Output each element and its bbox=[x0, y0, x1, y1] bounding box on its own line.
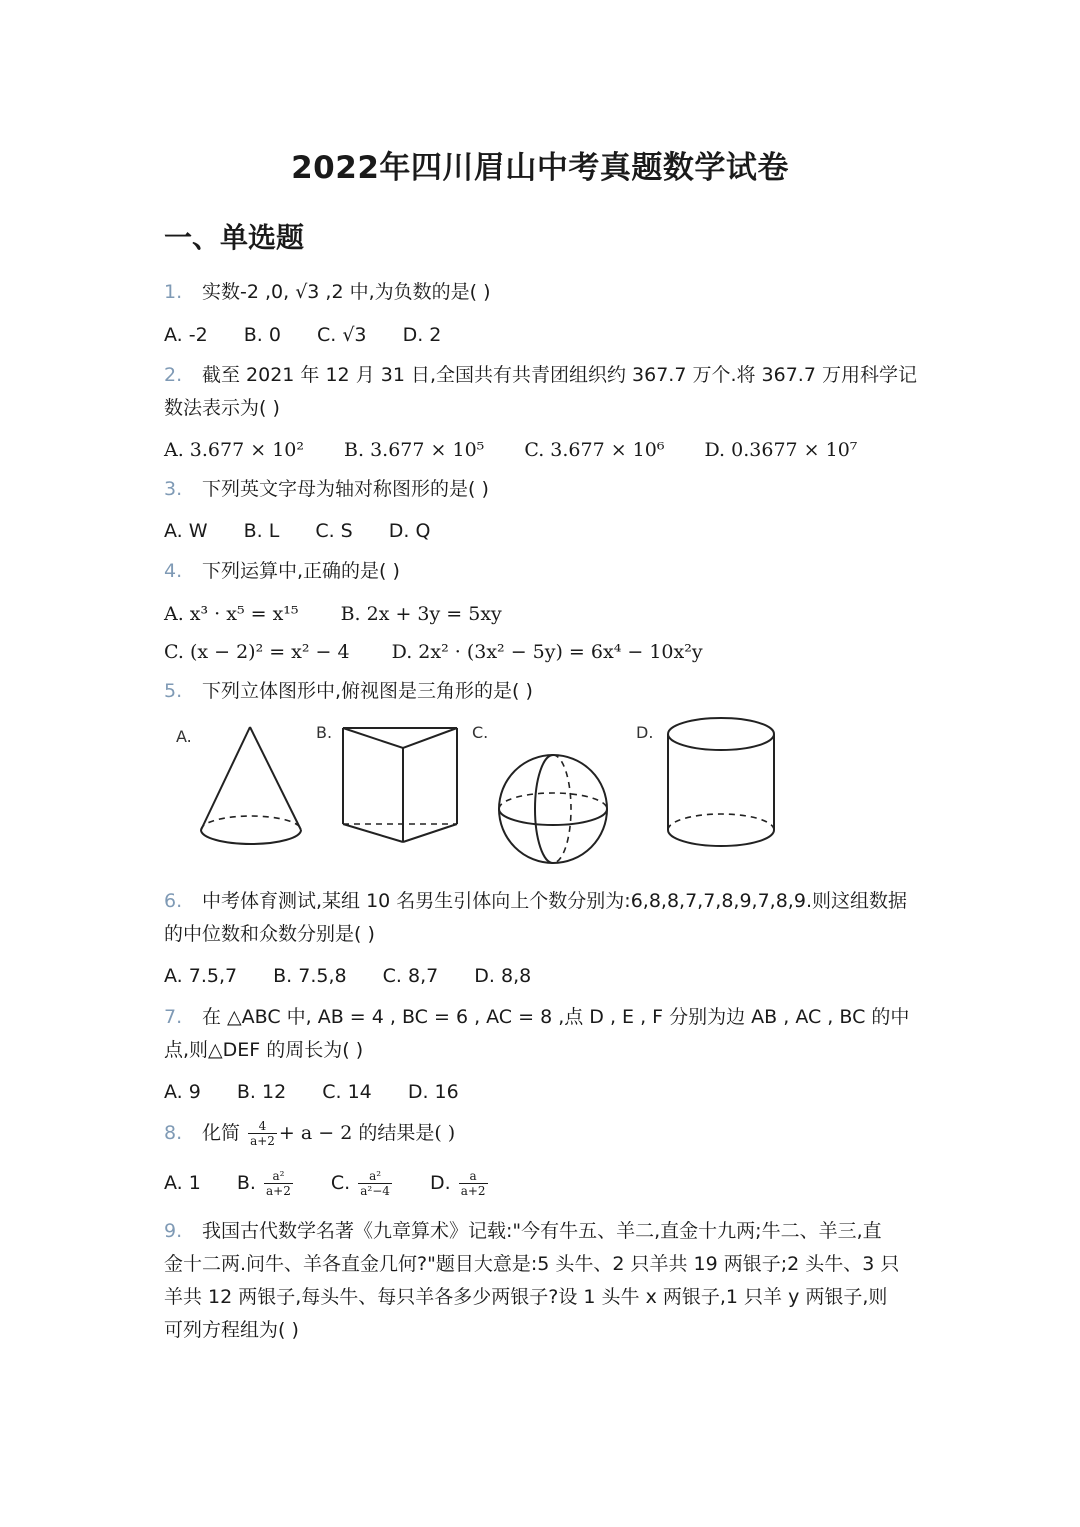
fraction-numerator: a² bbox=[264, 1169, 293, 1184]
option-c[interactable]: C. √3 bbox=[316, 324, 367, 346]
question-text-line2: 点,则△DEF 的周长为( ) bbox=[164, 1039, 364, 1061]
question-text-prefix: 化简 bbox=[202, 1122, 241, 1144]
question-2 bbox=[164, 359, 924, 425]
question-text-line1: 中考体育测试,某组 10 名男生引体向上个数分别为:6,8,8,7,7,8,9,7,8,9.则这组数据 bbox=[202, 890, 907, 912]
options-6 bbox=[164, 961, 561, 991]
fraction-denominator: a+2 bbox=[460, 1184, 486, 1198]
sphere-figure bbox=[494, 750, 612, 868]
options-4-row2 bbox=[164, 637, 733, 667]
option-a[interactable]: A. 7.5,7 bbox=[164, 965, 238, 987]
option-d[interactable]: D. 8,8 bbox=[474, 965, 532, 987]
option-d[interactable]: D. 0.3677 × 10⁷ bbox=[704, 439, 858, 461]
question-number: 2. bbox=[164, 364, 183, 386]
question-number: 7. bbox=[164, 1006, 183, 1028]
triangular-prism-figure bbox=[335, 720, 465, 845]
option-b-label: B. bbox=[236, 1172, 256, 1194]
option-c[interactable] bbox=[331, 1168, 394, 1198]
question-5 bbox=[164, 675, 924, 708]
option-b[interactable]: B. L bbox=[243, 520, 280, 542]
option-c[interactable]: C. 14 bbox=[322, 1081, 372, 1103]
option-b[interactable] bbox=[237, 1168, 295, 1198]
question-fraction bbox=[248, 1119, 277, 1148]
question-number: 8. bbox=[164, 1122, 183, 1144]
question-7 bbox=[164, 1001, 924, 1067]
page-title: 2022年四川眉山中考真题数学试卷 bbox=[291, 150, 789, 186]
fraction-numerator: 4 bbox=[248, 1119, 277, 1134]
fraction-denominator: a+2 bbox=[266, 1184, 291, 1198]
question-8 bbox=[164, 1117, 924, 1150]
options-4-row1 bbox=[164, 599, 532, 629]
fraction-numerator: a² bbox=[358, 1169, 392, 1184]
option-d[interactable]: D. Q bbox=[388, 520, 431, 542]
option-a[interactable]: A. W bbox=[164, 520, 208, 542]
question-number: 6. bbox=[164, 890, 183, 912]
option-a[interactable]: A. 1 bbox=[164, 1172, 201, 1194]
option-c[interactable]: C. 8,7 bbox=[382, 965, 439, 987]
option-d[interactable] bbox=[430, 1168, 490, 1198]
figure-label-c[interactable]: C. bbox=[472, 723, 489, 742]
figure-label-a[interactable]: A. bbox=[176, 727, 192, 746]
fraction-numerator: a bbox=[459, 1169, 488, 1184]
option-b[interactable]: B. 7.5,8 bbox=[273, 965, 347, 987]
figure-label-b[interactable]: B. bbox=[316, 723, 333, 742]
option-c[interactable]: C. 3.677 × 10⁶ bbox=[524, 439, 665, 461]
cone-figure bbox=[195, 722, 310, 852]
question-number: 1. bbox=[164, 281, 183, 303]
question-9 bbox=[164, 1215, 924, 1347]
option-d[interactable]: D. 2 bbox=[402, 324, 442, 346]
question-number: 9. bbox=[164, 1220, 183, 1242]
question-number: 4. bbox=[164, 560, 183, 582]
options-8 bbox=[164, 1168, 520, 1198]
question-text: 实数-2 ,0, √3 ,2 中,为负数的是( ) bbox=[202, 281, 491, 303]
option-d[interactable]: D. 16 bbox=[407, 1081, 459, 1103]
question-text: 下列立体图形中,俯视图是三角形的是( ) bbox=[202, 680, 533, 702]
question-text: 下列英文字母为轴对称图形的是( ) bbox=[202, 478, 489, 500]
section-heading: 一、单选题 bbox=[164, 221, 305, 254]
option-d-label: D. bbox=[429, 1172, 451, 1194]
option-b[interactable]: B. 12 bbox=[236, 1081, 287, 1103]
question-3 bbox=[164, 473, 924, 506]
question-1 bbox=[164, 276, 924, 309]
option-b-fraction bbox=[264, 1169, 293, 1198]
options-3 bbox=[164, 516, 460, 546]
option-b[interactable]: B. 0 bbox=[243, 324, 281, 346]
options-1 bbox=[164, 320, 471, 350]
option-c-fraction bbox=[358, 1169, 392, 1198]
option-a[interactable]: A. -2 bbox=[164, 324, 208, 346]
question-text-line3: 羊共 12 两银子,每头牛、每只羊各多少两银子?设 1 头牛 x 两银子,1 只羊 y 两银子,则 bbox=[164, 1286, 888, 1308]
option-d-fraction bbox=[459, 1169, 488, 1198]
question-text-suffix: + a − 2 的结果是( ) bbox=[278, 1122, 456, 1144]
option-c-label: C. bbox=[330, 1172, 351, 1194]
fraction-denominator: a+2 bbox=[250, 1134, 275, 1148]
question-text-line2: 金十二两.问牛、羊各直金几何?"题目大意是:5 头牛、2 只羊共 19 两银子;2 头牛、3 只 bbox=[164, 1253, 900, 1275]
option-a[interactable]: A. 3.677 × 10² bbox=[164, 439, 304, 461]
figure-label-d[interactable]: D. bbox=[636, 723, 654, 742]
question-text-line1: 在 △ABC 中, AB = 4 , BC = 6 , AC = 8 ,点 D , E , F 分别为边 AB , AC , BC 的中 bbox=[202, 1006, 910, 1028]
cylinder-figure bbox=[662, 712, 782, 857]
question-text-line2: 数法表示为( ) bbox=[164, 397, 280, 419]
question-6 bbox=[164, 885, 924, 951]
question-text-line4: 可列方程组为( ) bbox=[164, 1319, 299, 1341]
question-number: 5. bbox=[164, 680, 183, 702]
options-2 bbox=[164, 435, 887, 465]
options-7 bbox=[164, 1077, 489, 1107]
option-a[interactable]: A. 9 bbox=[164, 1081, 201, 1103]
option-d[interactable]: D. 2x² · (3x² − 5y) = 6x⁴ − 10x²y bbox=[391, 641, 703, 663]
question-text-line2: 的中位数和众数分别是( ) bbox=[164, 923, 375, 945]
fraction-denominator: a²−4 bbox=[360, 1184, 390, 1198]
question-text-line1: 我国古代数学名著《九章算术》记载:"今有牛五、羊二,直金十九两;牛二、羊三,直 bbox=[202, 1220, 882, 1242]
option-c[interactable]: C. (x − 2)² = x² − 4 bbox=[164, 641, 350, 663]
question-text: 下列运算中,正确的是( ) bbox=[202, 560, 400, 582]
option-c[interactable]: C. S bbox=[315, 520, 353, 542]
question-4 bbox=[164, 555, 924, 588]
option-a[interactable]: A. x³ · x⁵ = x¹⁵ bbox=[164, 603, 299, 625]
question-text-line1: 截至 2021 年 12 月 31 日,全国共有共青团组织约 367.7 万个.将 367.7 万用科学记 bbox=[202, 364, 917, 386]
option-b[interactable]: B. 3.677 × 10⁵ bbox=[344, 439, 485, 461]
question-number: 3. bbox=[164, 478, 183, 500]
option-b[interactable]: B. 2x + 3y = 5xy bbox=[340, 603, 502, 625]
